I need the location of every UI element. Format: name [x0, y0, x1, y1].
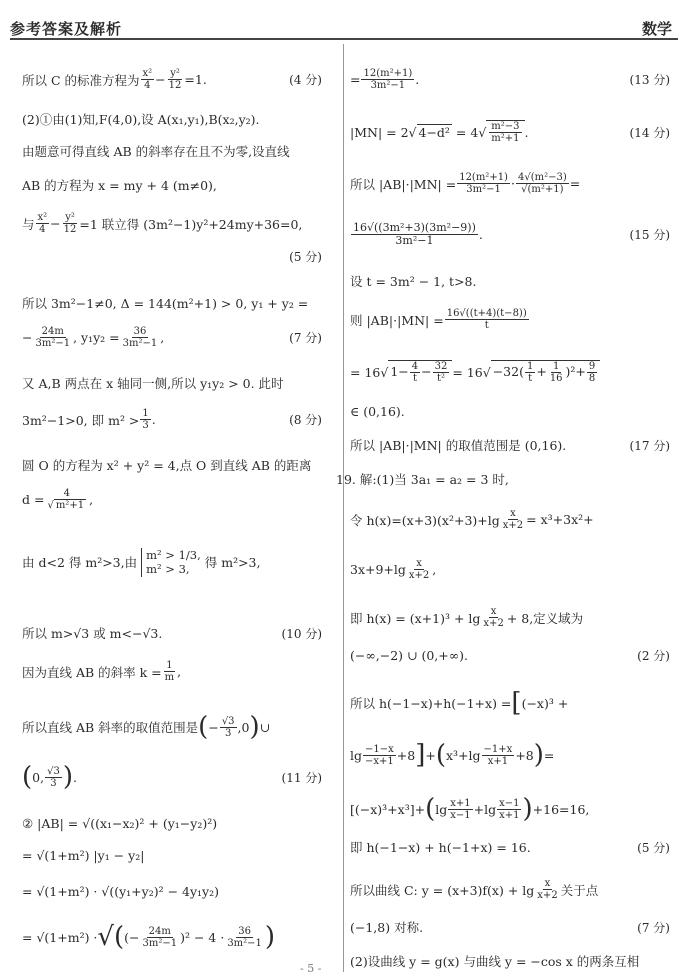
- text-line: 圆 O 的方程为 x² + y² = 4,点 O 到直线 AB 的距离: [22, 458, 312, 473]
- text-line: ∈ (0,16).: [350, 404, 405, 419]
- page-header: [10, 0, 678, 40]
- header-title: 参考答案及解析: [10, 20, 123, 38]
- text-line: = √(1+m²) · √( (− $\frac{24m}{\text{3m²−1}}$ )² − 4 · 36 3m²−1 ): [22, 922, 276, 952]
- text-line: 所以 m>√3 或 m<−√3. (10 分): [22, 626, 322, 641]
- text-line: 与 x² 4 − $\frac{\text{y²}}{12}$ =1 联立得 (3m²−1)y²+24my+36=0,: [22, 212, 303, 235]
- text-line: |MN| = 2√ 4−d² = 4 √ $\frac{\text{m²−3}}{\text{m²+1}}$ . (14 分): [350, 121, 670, 144]
- text-line: 设 t = 3m² − 1, t>8.: [350, 274, 477, 289]
- text-line: 3m²−1>0, 即 m² > 1 3 . (8 分): [22, 408, 322, 431]
- text-line: 所以 C 的标准方程为 x² 4 − $\frac{\text{y²}}{12}$ =1. (4 分): [22, 68, 322, 91]
- text-line: 由 d<2 得 m²>3,由 m² > 1/3, m² > 3, 得 m²>3,: [22, 548, 261, 577]
- text-line: 3x+9+lg x x+2 ,: [350, 558, 437, 581]
- text-line: = √(1+m²) · √((y₁+y₂)² − 4y₁y₂): [22, 884, 219, 899]
- text-line: 则 |AB|·|MN| = $\frac{16√((t+4)(t-8))}{t}$: [350, 308, 527, 331]
- header-rule: [10, 38, 678, 40]
- text-line: 所以 |AB|·|MN| 的取值范围是 (0,16). (17 分): [350, 438, 670, 453]
- text-line: − $\frac{24m}{\text{3m²−1}}$ , y₁y₂ = $\frac{36}{\text{3m²−1}}$ , (7 分): [22, 326, 322, 349]
- text-line: 又 A,B 两点在 x 轴同一侧,所以 y₁y₂ > 0. 此时: [22, 376, 284, 391]
- text-line: 即 h(x) = (x+1)³ + lg x x+2 + 8,定义域为: [350, 606, 584, 629]
- text-line: ② |AB| = √((x₁−x₂)² + (y₁−y₂)²): [22, 816, 218, 831]
- text-line: lg −1−x −x+1 +8 ] + ( x³+lg −1+x x+1 +8 ) =: [350, 740, 555, 770]
- text-line: 因为直线 AB 的斜率 k = $\frac{1}{m}$ ,: [22, 660, 182, 683]
- text-line: (2)①由(1)知,F(4,0),设 A(x₁,y₁),B(x₂,y₂).: [22, 112, 260, 127]
- text-line: 19. 解:(1)当 3a₁ = a₂ = 3 时,: [336, 472, 509, 487]
- text-line: (−∞,−2) ∪ (0,+∞). (2 分): [350, 648, 670, 663]
- text-line: = 16√ 1− $\frac{4}{t}$ − $\frac{32}{\text{t²}}$ = 16√ −32( $\frac{1}{t}$ + $\frac{1}{16}$ )²+ $\frac{9}{8}$: [350, 360, 670, 384]
- text-line: = √(1+m²) |y₁ − y₂|: [22, 848, 145, 863]
- text-line: 令 h(x)=(x+3)(x²+3)+lg $\frac{x}{x+2}$ = x³+3x²+: [350, 508, 594, 531]
- header-subject: 数学: [641, 20, 672, 38]
- text-line: 由题意可得直线 AB 的斜率存在且不为零,设直线: [22, 144, 290, 159]
- text-line: 所以 h(−1−x)+h(−1+x) = [ (−x)³ +: [350, 688, 569, 718]
- text-line: [(−x)³+x³]+ ( lg x+1 x−1 +lg x−1 x+1 ) +16=16,: [350, 794, 590, 824]
- text-line: (2)设曲线 y = g(x) 与曲线 y = −cos x 的两条互相: [350, 954, 640, 969]
- text-line: d = $\frac{4}{\text{√ m²+1}}$ ,: [22, 488, 94, 511]
- text-line: ( 0, √3 3 ) . (11 分): [22, 762, 322, 792]
- text-line: 所以直线 AB 斜率的取值范围是 ( − $\frac{√3}{3}$ ,0 ) ∪: [22, 712, 271, 742]
- text-line: 即 h(−1−x) + h(−1+x) = 16. (5 分): [350, 840, 670, 855]
- text-line: 所以曲线 C: y = (x+3)f(x) + lg x x+2 关于点: [350, 878, 599, 901]
- column-divider: [343, 44, 344, 972]
- text-line: 所以 |AB|·|MN| = $\frac{\text{12(m²+1)}}{\text{3m²−1}}$ · $\frac{\text{4√(m²−3)}}{\text{√(m²+1)}}$ =: [350, 172, 581, 195]
- text-line: (−1,8) 对称. (7 分): [350, 920, 670, 935]
- page-number: - 5 -: [300, 962, 322, 975]
- text-line: 所以 3m²−1≠0, Δ = 144(m²+1) > 0, y₁ + y₂ =: [22, 296, 309, 311]
- text-line: 16√((3m²+3)(3m²−9)) 3m²−1 . (15 分): [353, 221, 670, 248]
- text-line: AB 的方程为 x = my + 4 (m≠0),: [22, 178, 217, 193]
- text-line: = $\frac{\text{12(m²+1)}}{\text{3m²−1}}$ . (13 分): [350, 68, 670, 91]
